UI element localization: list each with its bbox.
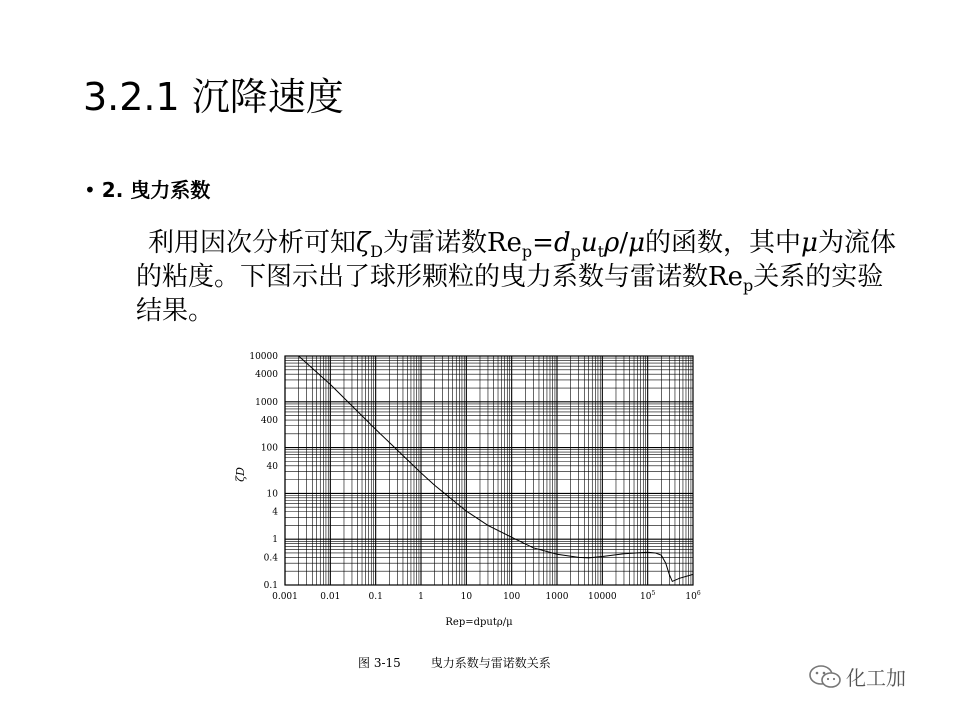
d-symbol: d <box>553 228 571 258</box>
slash: / <box>619 228 629 258</box>
d-subscript: p <box>570 242 581 261</box>
mu-symbol-2: μ <box>801 228 818 258</box>
y-tick-label: 400 <box>260 416 278 427</box>
para-text-1: 利用因次分析可知 <box>148 228 357 258</box>
y-tick-label: 10000 <box>249 352 278 362</box>
zeta-subscript: D <box>370 242 383 261</box>
x-tick-label: 0.01 <box>320 592 341 602</box>
x-tick-label: 0.1 <box>368 592 383 602</box>
y-axis-label: ζD <box>234 467 247 482</box>
mu-symbol: μ <box>628 228 646 258</box>
y-tick-label: 4000 <box>255 370 278 381</box>
x-tick-label: 100 <box>503 592 521 602</box>
wechat-icon <box>808 664 842 690</box>
para-text-4: 为流体的粘度。下图示出了球形颗粒的曳力系数与雷诺数Re <box>136 228 896 292</box>
u-subscript: t <box>597 242 605 261</box>
x-tick-label: 0.001 <box>272 592 298 602</box>
drag-coefficient-chart <box>230 345 730 635</box>
re-subscript: p <box>521 242 533 261</box>
plot-frame <box>285 356 693 585</box>
para-text-5: 关系的实验结果。 <box>136 262 884 326</box>
re-subscript-2: p <box>742 276 754 295</box>
figure-caption <box>358 654 551 671</box>
y-tick-label: 10 <box>266 489 278 500</box>
y-tick-label: 0.4 <box>263 553 278 564</box>
para-text-3: 的函数，其中 <box>645 228 802 258</box>
slide-title: 3.2.1 沉降速度 <box>83 75 344 119</box>
y-tick-label: 1 <box>272 535 278 546</box>
y-tick-label: 4 <box>272 507 278 518</box>
bullet-item <box>84 174 210 203</box>
zeta-symbol: ζ <box>356 228 371 258</box>
x-tick-label: 10000 <box>588 592 617 602</box>
watermark-text: 化工加 <box>846 666 906 690</box>
body-paragraph <box>136 226 906 328</box>
equals-sign: = <box>532 228 554 258</box>
x-tick-label: 1000 <box>545 592 569 602</box>
bullet-dot: • <box>84 178 96 202</box>
figure-number: 图 3-15 <box>358 656 401 670</box>
y-tick-label: 100 <box>260 443 278 454</box>
y-tick-label: 0.1 <box>263 581 278 591</box>
x-tick-label: 10 <box>460 592 473 602</box>
y-tick-label: 40 <box>266 461 278 472</box>
x-tick-label: $10^5$ <box>640 590 656 602</box>
x-axis-label: Rep=dputρ/μ <box>445 617 513 628</box>
rho-symbol: ρ <box>604 228 620 258</box>
x-tick-label: 1 <box>418 592 424 602</box>
y-tick-label: 1000 <box>255 397 278 408</box>
watermark <box>808 662 906 691</box>
x-tick-label: $10^6$ <box>685 590 701 602</box>
bullet-text: 2. 曳力系数 <box>101 178 211 202</box>
figure-caption-text: 曳力系数与雷诺数关系 <box>430 656 551 670</box>
para-text-2: 为雷诺数Re <box>382 228 522 258</box>
u-symbol: u <box>580 228 598 258</box>
